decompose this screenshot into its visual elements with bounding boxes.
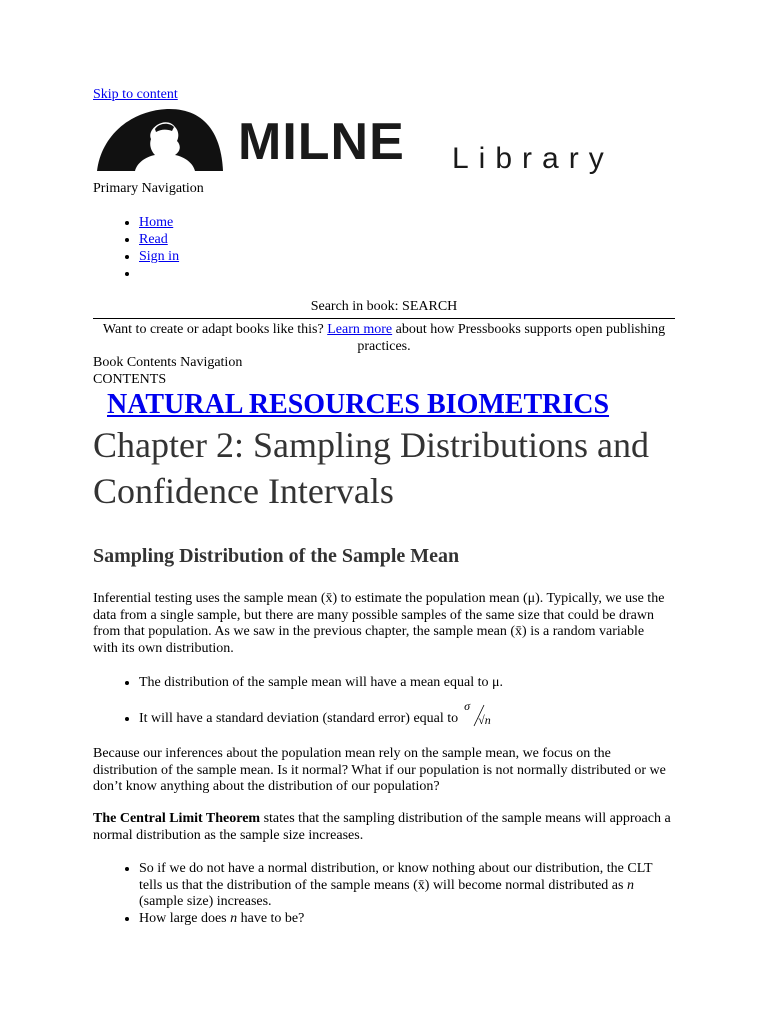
- nav-link-read[interactable]: Read: [139, 232, 168, 247]
- promo-text-after: about how Pressbooks supports open publishing practices.: [357, 322, 666, 354]
- search-in-book[interactable]: Search in book: SEARCH: [310, 299, 458, 314]
- n-variable: n: [230, 910, 238, 926]
- fraction-numerator: σ: [464, 698, 471, 713]
- pressbooks-promo: [93, 321, 675, 355]
- clt-notes-list: [113, 861, 679, 927]
- nav-item-home: [139, 214, 179, 231]
- nav-link-sign-in[interactable]: Sign in: [139, 249, 180, 264]
- paragraph-inferential-testing: Inferential testing uses the sample mean (x̄) to estimate the population mean (μ). Typically, we use the data from a single sample, but there are many possible samples of the same size that could be drawn from that population. As we saw in the previous chapter, the sample mean (x̄) is a random variable with its own distribution.: [93, 591, 665, 656]
- nav-link-home[interactable]: Home: [139, 215, 174, 230]
- section-heading: Sampling Distribution of the Sample Mean: [93, 545, 460, 567]
- promo-text-before: Want to create or adapt books like this?: [102, 322, 324, 337]
- list-item: [139, 698, 679, 728]
- logo-wordmark-library: Library: [452, 142, 614, 175]
- paragraph-inferences: Because our inferences about the population mean rely on the sample mean, we focus on the distribution of the sample mean. Is it normal? What if our population is not normally distributed or we don’t know anything about the distribution of our population?: [93, 746, 666, 794]
- nav-item-sign-in: [139, 248, 179, 265]
- skip-to-content-link[interactable]: Skip to content: [93, 87, 178, 102]
- list-item-text: So if we do not have a normal distribution, or know nothing about our distribution, the CLT tells us that the distribution of the sample means (x̄) will become normal distributed as: [139, 861, 653, 893]
- learn-more-link[interactable]: Learn more: [327, 322, 393, 337]
- header-divider: [93, 318, 675, 319]
- nav-item-empty: [139, 265, 179, 282]
- nav-item-read: [139, 231, 179, 248]
- list-item: [139, 911, 679, 928]
- milne-library-logo[interactable]: [95, 107, 670, 173]
- chapter-title: Chapter 2: Sampling Distributions and Confidence Intervals: [93, 425, 649, 511]
- primary-navigation-label: Primary Navigation: [93, 181, 204, 196]
- list-item: [139, 861, 679, 911]
- clt-term: The Central Limit Theorem: [93, 811, 261, 826]
- sigma-over-root-n-formula: [462, 698, 496, 728]
- book-title-link[interactable]: NATURAL RESOURCES BIOMETRICS: [107, 389, 610, 420]
- list-item: [139, 675, 679, 692]
- list-item-text: How large does: [139, 910, 231, 926]
- sample-mean-properties-list: [113, 675, 679, 738]
- book-contents-navigation-label: Book Contents Navigation: [93, 355, 243, 370]
- contents-toggle[interactable]: CONTENTS: [93, 372, 167, 387]
- logo-silhouette-icon: [95, 107, 235, 173]
- fraction-denominator: √n: [478, 712, 491, 727]
- list-item-text: have to be?: [237, 910, 305, 926]
- primary-navigation: [113, 214, 179, 282]
- list-item-text: It will have a standard deviation (standard error) equal to: [139, 710, 459, 726]
- logo-wordmark: MILNE: [238, 113, 405, 171]
- list-item-text: The distribution of the sample mean will have a mean equal to μ.: [139, 675, 504, 690]
- paragraph-central-limit-theorem: [93, 811, 671, 844]
- clt-definition: states that the sampling distribution of the sample means will approach a normal distribution as the sample size increases.: [93, 811, 671, 843]
- list-item-text: (sample size) increases.: [139, 894, 272, 909]
- n-variable: n: [626, 877, 634, 893]
